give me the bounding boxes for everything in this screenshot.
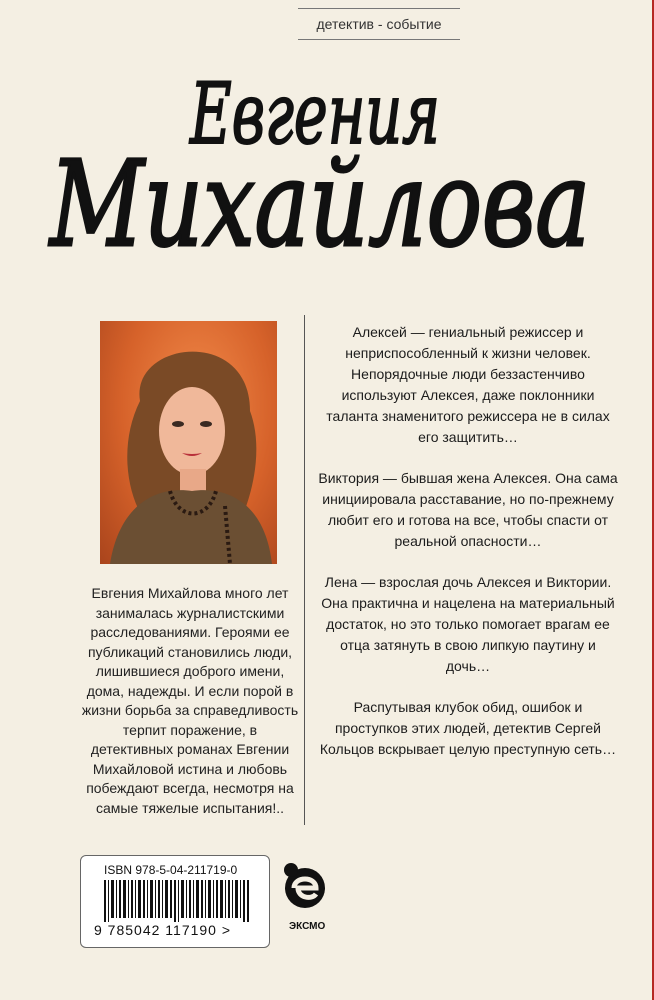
synopsis-paragraph-aleksey: Алексей — гениальный режиссер и неприспособленный к жизни человек. Непорядочные люди беззастенчиво используют Алексея, даже поклонники таланта знаменитого режиссера не в силах его защитить… xyxy=(326,324,610,445)
author-photo xyxy=(100,321,277,564)
genre-label: детектив - событие xyxy=(298,8,460,40)
barcode xyxy=(104,880,249,922)
publisher-name: ЭКСМО xyxy=(289,921,326,932)
author-handwritten-name xyxy=(40,55,600,280)
author-name-title xyxy=(40,55,600,280)
eksmo-logo-icon xyxy=(280,858,330,930)
synopsis-paragraph-koltsov: Распутывая клубок обид, ошибок и проступков этих людей, детектив Сергей Кольцов вскрывает целую преступную сеть… xyxy=(319,699,617,757)
author-first-name: Евгения xyxy=(188,65,440,163)
author-last-name: Михайлова xyxy=(48,135,591,273)
column-divider xyxy=(304,315,305,825)
author-bio: Евгения Михайлова много лет занималась журналистскими расследованиями. Героями ее публикаций становились люди, лишившиеся доброго имени, дома, надежды. И если порой в жизни борьба за справедливость терпит поражение, в детективных романах Евгении Михайловой истина и любовь побеждают всегда, несмотря на самые тяжелые испытания!.. xyxy=(81,585,299,816)
barcode-digits: 9 785042 117190 > xyxy=(94,922,232,938)
synopsis-paragraph-viktoriya: Виктория — бывшая жена Алексея. Она сама инициировала расставание, но по-прежнему любит его и готова на все, чтобы спасти от реальной опасности… xyxy=(318,470,618,549)
isbn-number: ISBN 978-5-04-211719-0 xyxy=(104,863,238,877)
synopsis-paragraph-lena: Лена — взрослая дочь Алексея и Виктории. Она практична и нацелена на материальный достаток, но это только помогает врагам ее отца затянуть в свою липкую паутину и дочь… xyxy=(321,574,615,674)
synopsis xyxy=(318,322,618,780)
